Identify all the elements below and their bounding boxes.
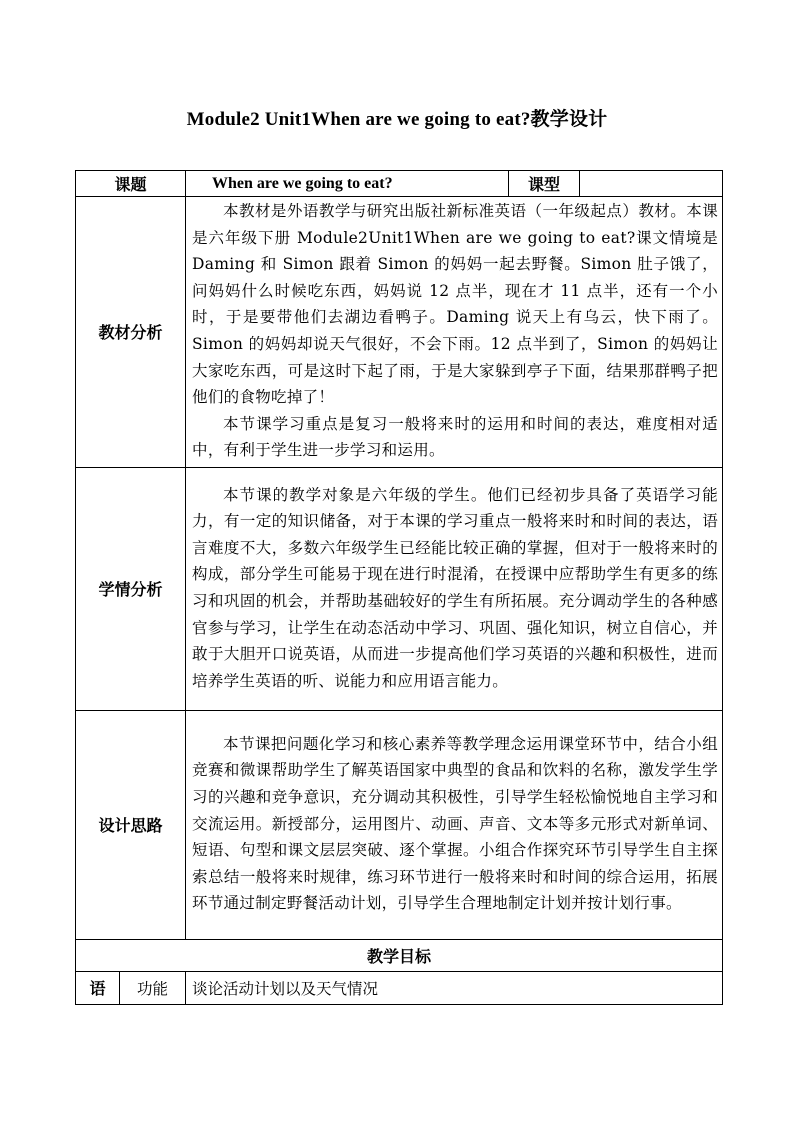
student-analysis-label: 学情分析 bbox=[76, 467, 186, 710]
material-analysis-row bbox=[76, 197, 723, 468]
type-label: 课型 bbox=[509, 171, 580, 197]
design-thinking-content bbox=[186, 710, 723, 939]
material-analysis-content bbox=[186, 197, 723, 468]
topic-label: 课题 bbox=[76, 171, 186, 197]
function-row bbox=[76, 971, 723, 1004]
material-analysis-label: 教材分析 bbox=[76, 197, 186, 468]
design-thinking-row bbox=[76, 710, 723, 939]
design-thinking-paragraph-1: 本节课把问题化学习和核心素养等教学理念运用课堂环节中，结合小组竞赛和微课帮助学生了解英语国家中典型的食品和饮料的名称，激发学生学习的兴趣和竞争意识，充分调动其积极性，引导学生轻松愉悦地自主学习和交流运用。新授部分，运用图片、动画、声音、文本等多元形式对新单词、短语、句型和课文层层突破、逐个掌握。小组合作探究环节引导学生自主探索总结一般将来时规律，练习环节进行一般将来时和时间的综合运用，拓展环节通过制定野餐活动计划，引导学生合理地制定计划并按计划行事。 bbox=[192, 734, 719, 913]
topic-row bbox=[76, 171, 723, 197]
student-analysis-content bbox=[186, 467, 723, 710]
material-analysis-paragraph-1: 本教材是外语教学与研究出版社新标准英语（一年级起点）教材。本课是六年级下册 Module2Unit1When are we going to eat?课文情境是 Daming 和 Simon 跟着 Simon 的妈妈一起去野餐。Simon 肚子饿了，问妈妈什么时候吃东西，妈妈说 12 点半，现在才 11 点半，还有一个小时，于是要带他们去湖边看鸭子。Daming 说天上有乌云，快下雨了。Simon 的妈妈却说天气很好，不会下雨。12 点半到了，Simon 的妈妈让大家吃东西，可是这时下起了雨，于是大家躲到亭子下面，结果那群鸭子把他们的食物吃掉了！ bbox=[192, 202, 719, 407]
design-thinking-label: 设计思路 bbox=[76, 710, 186, 939]
language-label: 语 bbox=[76, 971, 120, 1004]
student-analysis-paragraph-1: 本节课的教学对象是六年级的学生。他们已经初步具备了英语学习能力，有一定的知识储备，对于本课的学习重点一般将来时和时间的表达，语言难度不大，多数六年级学生已经能比较正确的掌握，但对于一般将来时的构成，部分学生可能易于现在进行时混淆，在授课中应帮助学生有更多的练习和巩固的机会，并帮助基础较好的学生有所拓展。充分调动学生的各种感官参与学习，让学生在动态活动中学习、巩固、强化知识，树立自信心，并敢于大胆开口说英语，从而进一步提高他们学习英语的兴趣和积极性，进而培养学生英语的听、说能力和应用语言能力。 bbox=[192, 485, 719, 690]
objectives-heading-row bbox=[76, 939, 723, 971]
student-analysis-row bbox=[76, 467, 723, 710]
page-title: Module2 Unit1When are we going to eat?教学设计 bbox=[186, 109, 608, 130]
function-label: 功能 bbox=[120, 971, 186, 1004]
lesson-plan-table bbox=[75, 170, 723, 1005]
type-value bbox=[580, 171, 723, 197]
function-text: 谈论活动计划以及天气情况 bbox=[186, 971, 723, 1004]
objectives-heading: 教学目标 bbox=[76, 939, 723, 971]
topic-value: When are we going to eat? bbox=[186, 171, 509, 197]
material-analysis-paragraph-2: 本节课学习重点是复习一般将来时的运用和时间的表达，难度相对适中，有利于学生进一步学习和运用。 bbox=[192, 414, 719, 460]
